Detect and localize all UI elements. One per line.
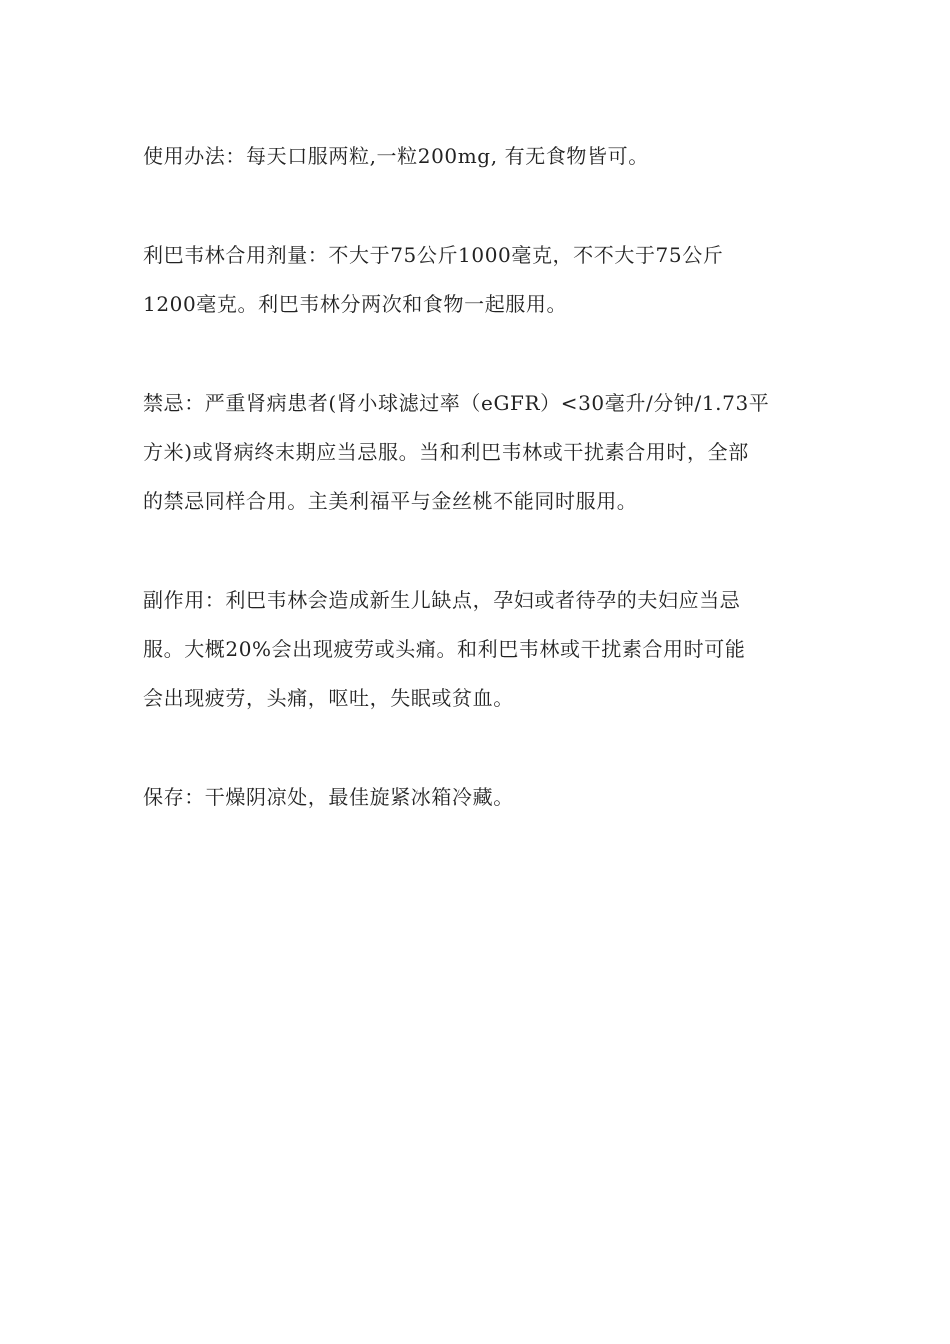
document-body: [143, 132, 807, 822]
usage-paragraph: [143, 132, 807, 181]
ribavirin-dose-paragraph: [143, 231, 807, 329]
paragraph-spacer: [143, 181, 807, 231]
side-effects-line-1: 副作用：利巴韦林会造成新生儿缺点，孕妇或者待孕的夫妇应当忌: [143, 588, 741, 612]
usage-line-1: 使用办法：每天口服两粒,一粒200mg, 有无食物皆可。: [143, 144, 649, 168]
paragraph-spacer: [143, 329, 807, 379]
storage-paragraph: [143, 773, 807, 822]
contraindications-line-1: 禁忌：严重肾病患者(肾小球滤过率（eGFR）<30毫升/分钟/1.73平: [143, 391, 770, 415]
paragraph-spacer: [143, 526, 807, 576]
side-effects-paragraph: [143, 576, 807, 723]
storage-line-1: 保存：干燥阴凉处，最佳旋紧冰箱冷藏。: [143, 785, 514, 809]
side-effects-line-3: 会出现疲劳，头痛，呕吐，失眠或贫血。: [143, 686, 514, 710]
paragraph-spacer: [143, 723, 807, 773]
contraindications-line-3: 的禁忌同样合用。主美利福平与金丝桃不能同时服用。: [143, 489, 638, 513]
ribavirin-dose-line-2: 1200毫克。利巴韦林分两次和食物一起服用。: [143, 292, 568, 316]
contraindications-paragraph: [143, 379, 807, 526]
side-effects-line-2: 服。大概20%会出现疲劳或头痛。和利巴韦林或干扰素合用时可能: [143, 637, 746, 661]
ribavirin-dose-line-1: 利巴韦林合用剂量：不大于75公斤1000毫克，不不大于75公斤: [143, 243, 724, 267]
contraindications-line-2: 方米)或肾病终末期应当忌服。当和利巴韦林或干扰素合用时，全部: [143, 440, 749, 464]
